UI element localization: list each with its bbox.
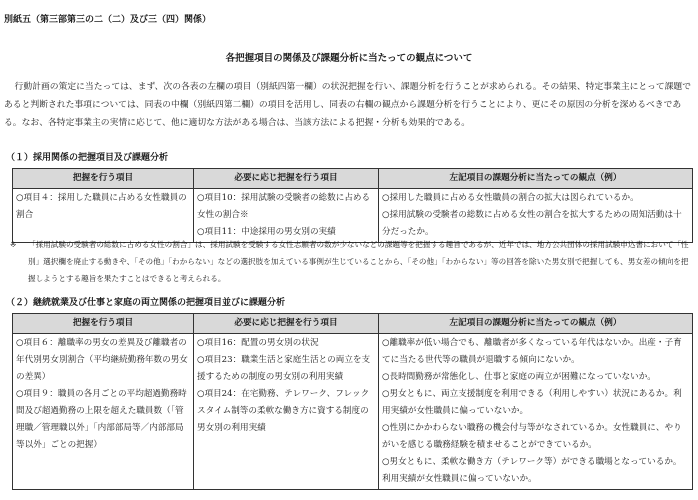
table-row bbox=[13, 334, 693, 490]
cell-viewpoints bbox=[379, 334, 693, 490]
list-item: ○採用試験の受験者の総数に占める女性の割合を拡大するための周知活動は十分だったか。 bbox=[382, 210, 682, 237]
list-item: ○項目16：配置の男女別の状況 bbox=[197, 338, 319, 348]
list-item: ○項目４：採用した職員に占める女性職員の割合 bbox=[16, 193, 187, 220]
column-header: 左記項目の課題分析に当たっての観点（例） bbox=[379, 169, 693, 189]
retention-table bbox=[12, 313, 693, 490]
document-header-label: 別紙五（第三部第三の二（二）及び三（四）関係） bbox=[4, 15, 212, 25]
section1-heading: （１）採用関係の把握項目及び課題分析 bbox=[6, 153, 169, 163]
list-item: ○離職率が低い場合でも、離職者が多くなっている年代はないか。出産・子育てに当たる世代等の職員が退職する傾向にないか。 bbox=[382, 338, 682, 365]
list-item: ○項目10：採用試験の受験者の総数に占める女性の割合※ bbox=[197, 193, 371, 220]
table-header-row bbox=[13, 169, 693, 189]
list-item: ○項目６：離職率の男女の差異及び離職者の年代別男女別割合（平均継続勤務年数の男女の差異） bbox=[16, 338, 188, 382]
footnote-text: 「採用試験の受験者の総数に占める女性の割合」は、採用試験を受験する女性志願者の数が少ないなどの課題等を把握する趣旨であるが、近年では、地方公共団体の採用試験申込書において「性別」選択欄を廃止する動きや、「その他」「わからない」などの選択肢を加えている事例が生じていることから、「その他」「わからない」等の回答を除いた男女別で把握しても、男女差の傾向を把握しようとする趣旨を果たすことはできると考えられる。 bbox=[28, 240, 689, 283]
intro-paragraph: 行動計画の策定に当たっては、まず、次の各表の左欄の項目（別紙四第一欄）の状況把握を行い、課題分析を行うことが求められる。その結果、特定事業主にとって課題であると判断された事項については、同表の中欄（別紙四第二欄）の項目を活用し、同表の右欄の観点から課題分析を行うことにより、更にその原因の分析を深めるべきである。なお、各特定事業主の実情に応じて、他に適切な方法がある場合は、当該方法による把握・分析も効果的である。 bbox=[4, 82, 692, 128]
table-header-row bbox=[13, 314, 693, 334]
cell-items bbox=[13, 189, 194, 243]
column-header: 左記項目の課題分析に当たっての観点（例） bbox=[379, 314, 693, 334]
footnote-mark: ※ bbox=[10, 240, 17, 249]
list-item: ○男女ともに、柔軟な働き方（テレワーク等）ができる職場となっているか。利用実績が女性職員に偏っていないか。 bbox=[382, 457, 682, 484]
column-header: 必要に応じ把握を行う項目 bbox=[194, 169, 379, 189]
footnote bbox=[10, 236, 692, 287]
list-item: ○項目23：職業生活と家庭生活との両立を支援するための制度の男女別の利用実績 bbox=[197, 355, 371, 382]
column-header: 必要に応じ把握を行う項目 bbox=[194, 314, 379, 334]
table-row bbox=[13, 189, 693, 243]
document-title: 各把握項目の関係及び課題分析に当たっての観点について bbox=[225, 53, 473, 64]
column-header: 把握を行う項目 bbox=[13, 169, 194, 189]
list-item: ○項目９：職員の各月ごとの平均超過勤務時間及び超過勤務の上限を超えた職員数（「管理職／管理職以外」「内部部局等／内部部局等以外」ごとの把握） bbox=[16, 389, 187, 450]
list-item: ○項目24：在宅勤務、テレワーク、フレックスタイム制等の柔軟な働き方に資する制度の男女別の利用実績 bbox=[197, 389, 370, 433]
list-item: ○長時間勤務が常態化し、仕事と家庭の両立が困難になっていないか。 bbox=[382, 372, 656, 382]
list-item: ○男女ともに、両立支援制度を利用できる（利用しやすい）状況にあるか。利用実績が女性職員に偏っていないか。 bbox=[382, 389, 682, 416]
section2-heading: （２）継続就業及び仕事と家庭の両立関係の把握項目並びに課題分析 bbox=[6, 298, 286, 308]
recruitment-table bbox=[12, 168, 693, 243]
cell-items bbox=[13, 334, 194, 490]
list-item: ○項目11：中途採用の男女別の実績 bbox=[197, 227, 336, 237]
list-item: ○性別にかかわらない職務の機会付与等がなされているか。女性職員に、やりがいを感じる職務経験を積ませることができているか。 bbox=[382, 423, 682, 450]
cell-optional-items bbox=[194, 189, 379, 243]
column-header: 把握を行う項目 bbox=[13, 314, 194, 334]
cell-viewpoints bbox=[379, 189, 693, 243]
list-item: ○採用した職員に占める女性職員の割合の拡大は図られているか。 bbox=[382, 193, 639, 203]
cell-optional-items bbox=[194, 334, 379, 490]
